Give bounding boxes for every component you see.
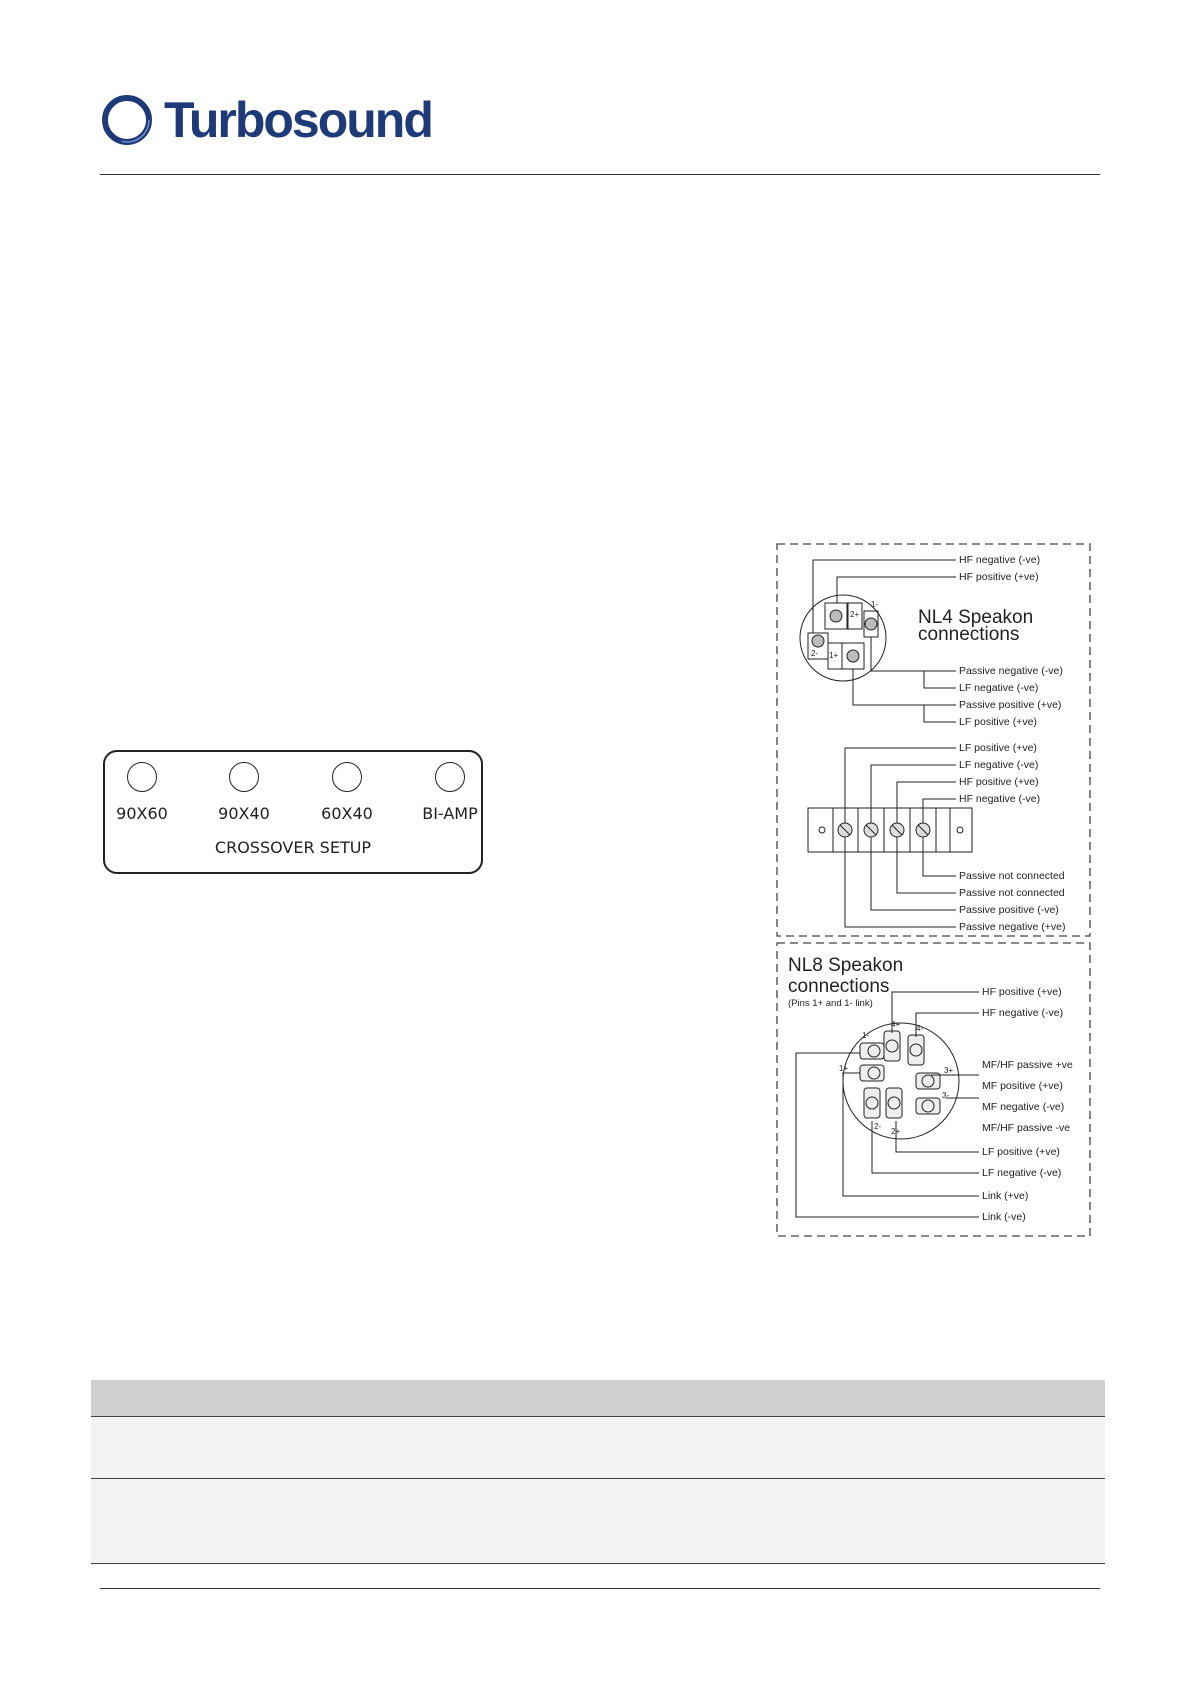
crossover-setup-panel [103, 750, 483, 874]
terminal-label: Passive not connected [959, 887, 1065, 899]
nl8-pin-label: HF positive (+ve) [982, 986, 1062, 998]
nl4-pin: 2+ [850, 610, 860, 619]
brand-name: Turbosound [164, 92, 432, 148]
crossover-label: BI-AMP [422, 804, 478, 823]
nl4-pin-label: Passive positive (+ve) [959, 699, 1062, 711]
crossover-label: 90X60 [116, 804, 168, 823]
terminal-label: LF positive (+ve) [959, 742, 1037, 754]
nl8-pin: 3- [942, 1091, 950, 1100]
nl8-pin-label: MF/HF passive +ve [982, 1059, 1073, 1071]
terminal-label: LF negative (-ve) [959, 759, 1039, 771]
nl8-pin: 3+ [944, 1066, 954, 1075]
table-row [91, 1479, 1105, 1564]
terminal-label: Passive not connected [959, 870, 1065, 882]
terminal-label: Passive negative (+ve) [959, 921, 1066, 933]
crossover-switch-60x40[interactable] [332, 762, 362, 792]
nl4-pin-label: LF negative (-ve) [959, 682, 1039, 694]
nl8-title: NL8 Speakon [788, 955, 904, 976]
terminal-strip-icon [808, 808, 972, 852]
nl8-note: (Pins 1+ and 1- link) [788, 998, 873, 1009]
nl4-pin: 1- [871, 600, 879, 609]
speakon-connection-diagram [776, 543, 1091, 1238]
terminal-label: HF negative (-ve) [959, 793, 1041, 805]
crossover-switch-90x60[interactable] [127, 762, 157, 792]
nl8-pin-label: Link (+ve) [982, 1190, 1029, 1202]
header-divider [100, 174, 1100, 175]
nl4-title: connections [918, 624, 1020, 645]
terminal-label: Passive positive (-ve) [959, 904, 1059, 916]
crossover-label: 90X40 [218, 804, 270, 823]
crossover-label: 60X40 [321, 804, 373, 823]
nl8-title: connections [788, 976, 890, 997]
nl8-pin-label: LF negative (-ve) [982, 1167, 1062, 1179]
nl8-pin-label: MF/HF passive -ve [982, 1122, 1071, 1134]
turbosound-logo [100, 90, 460, 150]
crossover-title: CROSSOVER SETUP [214, 838, 372, 857]
table-row [91, 1417, 1105, 1479]
nl8-pin-label: MF positive (+ve) [982, 1080, 1063, 1092]
nl4-pin: 1+ [829, 651, 839, 660]
nl8-pin: 1+ [839, 1064, 849, 1073]
nl8-pin-label: Link (-ve) [982, 1211, 1026, 1223]
nl4-pin-label: Passive negative (-ve) [959, 665, 1063, 677]
nl8-pin: 1- [862, 1031, 870, 1040]
nl4-title: NL4 Speakon [918, 607, 1034, 628]
table-header [91, 1380, 1105, 1417]
nl4-pin-label: LF positive (+ve) [959, 716, 1037, 728]
nl8-pin-label: MF negative (-ve) [982, 1101, 1065, 1113]
terminal-label: HF positive (+ve) [959, 776, 1039, 788]
nl8-pin: 4- [916, 1024, 924, 1033]
nl8-pin: 2+ [891, 1127, 901, 1136]
nl8-plug-icon [843, 1023, 959, 1139]
logo-ring-icon [100, 90, 160, 150]
nl8-pin: 2- [874, 1122, 882, 1131]
nl8-pin-label: HF negative (-ve) [982, 1007, 1064, 1019]
nl4-pin: 2- [811, 649, 819, 658]
spec-table [91, 1380, 1105, 1564]
footer-divider [100, 1588, 1100, 1589]
nl4-pin-label: HF positive (+ve) [959, 571, 1039, 583]
crossover-switch-90x40[interactable] [229, 762, 259, 792]
nl8-pin-label: LF positive (+ve) [982, 1146, 1060, 1158]
nl8-pin: 4+ [891, 1020, 901, 1029]
nl4-pin-label: HF negative (-ve) [959, 554, 1041, 566]
crossover-switch-bi-amp[interactable] [435, 762, 465, 792]
